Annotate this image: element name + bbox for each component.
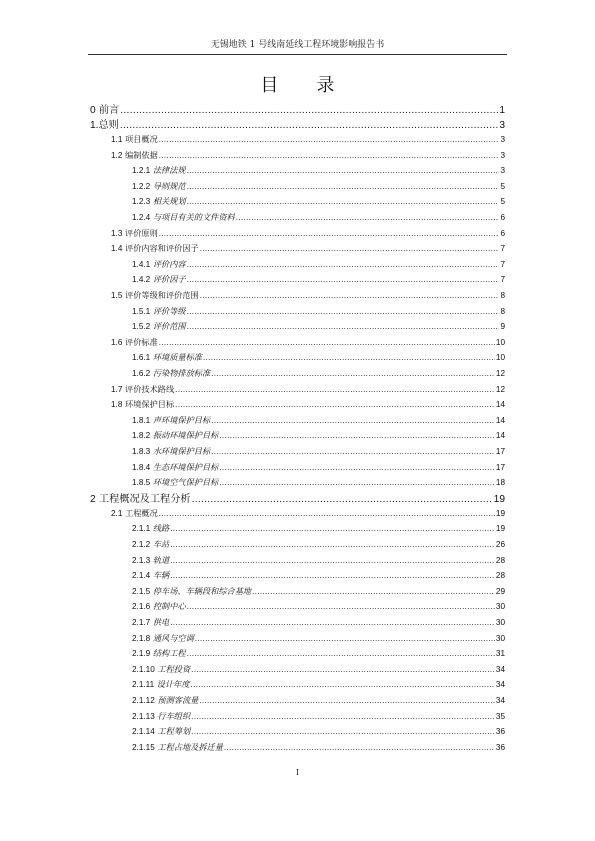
toc-entry[interactable]	[132, 742, 505, 753]
dot-leader	[170, 539, 495, 550]
toc-entry-page: 6	[500, 213, 505, 222]
toc-entry[interactable]	[111, 337, 505, 348]
toc-entry-title: 设计年度	[156, 679, 190, 690]
toc-entry-title: 生态环境保护目标	[152, 461, 219, 472]
toc-entry-page: 18	[495, 478, 505, 488]
toc-entry-number: 2.1.11	[132, 680, 155, 690]
toc-entry-page: 28	[495, 555, 505, 565]
toc-entry-page: 19	[495, 524, 505, 534]
dot-leader	[170, 523, 495, 534]
dot-leader	[159, 134, 500, 145]
toc-entry-number: 1.7	[111, 384, 123, 394]
toc-entry-page: 19	[495, 508, 505, 518]
toc-entry-title: 预测客流量	[157, 695, 199, 705]
toc-entry-label	[111, 134, 158, 145]
toc-entry-title: 环境保护目标	[125, 399, 175, 410]
dot-leader	[159, 228, 500, 239]
toc-entry-number: 2.1.7	[132, 618, 151, 627]
toc-entry[interactable]	[132, 539, 505, 550]
toc-entry[interactable]	[132, 648, 505, 659]
toc-entry[interactable]	[132, 726, 505, 737]
toc-entry-label	[132, 306, 186, 317]
dot-leader	[159, 508, 495, 519]
toc-entry-number: 2.1.14	[132, 727, 155, 737]
toc-entry-label	[111, 150, 158, 161]
toc-entry-label	[132, 274, 186, 285]
toc-entry-page: 10	[495, 337, 505, 347]
dot-leader	[191, 664, 495, 675]
toc-entry[interactable]	[132, 664, 505, 675]
toc-entry-title: 评价等级	[152, 305, 186, 316]
toc-entry-page: 30	[495, 618, 505, 627]
toc-entry-page: 3	[499, 120, 505, 131]
toc-entry[interactable]	[132, 368, 505, 379]
toc-entry[interactable]	[132, 586, 505, 597]
toc-entry[interactable]	[90, 493, 505, 506]
dot-leader	[252, 586, 495, 597]
toc-entry[interactable]	[132, 446, 505, 457]
toc-entry-title: 环境空气保护目标	[152, 477, 219, 488]
toc-entry-number: 1.8	[111, 400, 123, 410]
toc-entry-title: 行车组织	[157, 710, 191, 721]
dot-leader	[195, 633, 495, 644]
toc-entry-title: 相关规划	[152, 196, 186, 207]
toc-entry-label	[132, 555, 169, 566]
toc-entry[interactable]	[132, 633, 505, 644]
dot-leader	[219, 477, 495, 488]
toc-entry-page: 12	[495, 384, 505, 394]
toc-entry-number: 1.8.2	[132, 431, 151, 441]
toc-entry-label	[132, 586, 251, 597]
toc-entry-page: 35	[495, 711, 505, 721]
toc-entry-page: 17	[495, 447, 505, 456]
toc-entry-number: 2.1.2	[132, 540, 151, 549]
toc-entry-title: 评价范围	[152, 321, 186, 332]
toc-entry-label	[132, 462, 218, 473]
toc-entry[interactable]	[132, 695, 505, 706]
toc-entry-page: 34	[495, 664, 505, 674]
toc-entry-title: 结构工程	[152, 648, 186, 659]
toc-entry-page: 7	[500, 259, 505, 269]
toc-entry-label	[132, 368, 210, 379]
dot-leader	[191, 711, 495, 722]
toc-entry[interactable]	[111, 134, 505, 145]
toc-entry[interactable]	[132, 711, 505, 722]
dot-leader	[200, 243, 500, 254]
dot-leader	[211, 415, 495, 426]
toc-entry-page: 26	[495, 540, 505, 549]
toc-entry-label	[132, 523, 169, 534]
dot-leader	[211, 368, 495, 379]
dot-leader	[187, 321, 500, 332]
toc-entry-title: 评价内容	[152, 258, 186, 269]
toc-entry-page: 3	[500, 135, 505, 144]
toc-entry-title: 污染物排放标准	[152, 368, 211, 378]
toc-entry-number: 2.1.15	[132, 742, 155, 752]
toc-entry-page: 5	[500, 181, 505, 191]
toc-entry-label	[132, 352, 202, 363]
toc-entry-page: 30	[495, 633, 505, 643]
page-number: I	[295, 768, 300, 777]
dot-leader	[187, 601, 495, 612]
toc-entry-title: 工程概况	[125, 507, 158, 518]
toc-entry-label	[111, 399, 174, 410]
dot-leader	[191, 726, 495, 737]
toc-entry-number: 1.8.4	[132, 462, 151, 472]
toc-entry[interactable]	[111, 243, 505, 254]
toc-entry-label	[90, 104, 119, 117]
toc-entry[interactable]	[111, 228, 505, 239]
toc-entry-page: 17	[495, 462, 505, 472]
toc-entry-page: 34	[495, 680, 505, 690]
toc-entry-title: 评价内容和评价因子	[125, 243, 199, 254]
toc-entry[interactable]	[111, 150, 505, 161]
toc-entry-label	[111, 243, 199, 254]
toc-entry-title: 水环境保护目标	[152, 446, 211, 456]
toc-entry-label	[132, 181, 186, 192]
dot-leader	[219, 430, 495, 441]
toc-entry-page: 36	[495, 727, 505, 737]
dot-leader	[187, 274, 500, 285]
dot-leader	[224, 742, 495, 753]
toc-entry-page: 19	[493, 493, 505, 505]
toc-entry-title: 通风与空调	[152, 632, 194, 643]
toc-entry-title: 声环境保护目标	[152, 414, 211, 425]
toc-entry-label	[132, 679, 190, 690]
dot-leader	[211, 446, 495, 457]
toc-entry[interactable]	[132, 165, 505, 176]
toc-entry-title: 工程占地及拆迁量	[157, 741, 223, 752]
toc-entry-number: 2	[90, 493, 96, 505]
toc-entry[interactable]	[132, 617, 505, 628]
toc-entry-page: 34	[495, 696, 505, 705]
toc-entry-page: 14	[495, 415, 505, 425]
toc-entry-label	[132, 321, 186, 332]
toc-entry-number: 1.2.2	[132, 181, 151, 191]
toc-entry[interactable]	[90, 104, 505, 117]
toc-entry[interactable]	[132, 462, 505, 473]
toc-entry[interactable]	[132, 430, 505, 441]
dot-leader	[170, 617, 495, 628]
toc-entry-title: 总则	[98, 120, 119, 131]
toc-entry-number: 1.6.2	[132, 369, 151, 378]
dot-leader	[191, 679, 495, 690]
dot-leader	[170, 570, 495, 581]
toc-entry-page: 7	[500, 244, 505, 254]
toc-entry-title: 法律法规	[152, 165, 186, 176]
dot-leader	[236, 212, 500, 223]
toc-entry-title: 导则规范	[152, 180, 186, 191]
dot-leader	[175, 399, 495, 410]
toc-entry-page: 28	[495, 571, 505, 581]
toc-entry-title: 编制依据	[125, 149, 158, 160]
dot-leader	[187, 306, 500, 317]
toc-entry-title: 前言	[98, 105, 120, 116]
toc-entry-page: 3	[500, 166, 505, 176]
toc-entry-number: 1.5.2	[132, 322, 151, 332]
toc-entry[interactable]	[132, 259, 505, 270]
toc-entry-number: 1.6.1	[132, 353, 151, 363]
toc-entry-label	[132, 415, 210, 426]
toc-entry-label	[132, 633, 194, 644]
toc-entry[interactable]	[132, 555, 505, 566]
toc-entry-label	[132, 664, 190, 675]
dot-leader	[187, 196, 500, 207]
toc-entry-label	[132, 711, 190, 722]
toc-entry-number: 1.4.2	[132, 275, 151, 285]
toc-entry-page: 10	[495, 353, 505, 363]
toc-entry-page: 14	[495, 400, 505, 410]
toc-entry-label	[132, 259, 186, 270]
toc-entry-number: 2.1.6	[132, 602, 151, 612]
toc-entry-title: 供电	[152, 617, 170, 627]
toc-entry-page: 8	[500, 291, 505, 300]
toc-entry-page: 29	[495, 586, 505, 596]
toc-entry[interactable]	[132, 570, 505, 581]
toc-entry-number: 2.1.3	[132, 555, 151, 565]
toc-entry[interactable]	[90, 119, 505, 132]
toc-entry-title: 环境质量标准	[152, 352, 202, 363]
dot-leader	[159, 337, 495, 348]
toc-entry[interactable]	[132, 212, 505, 223]
dot-leader	[187, 648, 495, 659]
toc-entry[interactable]	[111, 399, 505, 410]
toc-entry-label	[132, 742, 223, 753]
toc-entry-number: 2.1.4	[132, 571, 151, 581]
toc-entry-title: 项目概况	[125, 134, 158, 144]
toc-entry-label	[132, 601, 186, 612]
toc-entry-page: 7	[500, 275, 505, 285]
toc-entry-label	[132, 446, 210, 457]
toc-entry-label	[132, 430, 218, 441]
toc-entry-number: 1.5	[111, 291, 123, 300]
dot-leader	[159, 150, 500, 161]
toc-entry-title: 轨道	[152, 554, 170, 565]
toc-entry-number: 1.8.1	[132, 415, 151, 425]
toc-entry-number: 1.4.1	[132, 259, 151, 269]
toc-entry-number: 1.2.3	[132, 197, 151, 207]
toc-entry-number: 1.8.5	[132, 478, 151, 488]
dot-leader	[219, 462, 495, 473]
toc-entry-page: 30	[495, 602, 505, 612]
toc-entry-title: 工程筹划	[157, 726, 191, 737]
toc-entry-number: 2.1.12	[132, 696, 155, 705]
toc-entry-title: 评价等级和评价范围	[125, 290, 199, 300]
toc-entry-page: 6	[500, 228, 505, 238]
toc-title: 目 录	[260, 75, 351, 96]
toc-entry-title: 与项目有关的文件资料	[152, 212, 235, 222]
toc-entry-number: 2.1.10	[132, 664, 155, 674]
toc-entry-label	[90, 119, 119, 132]
toc-entry-page: 8	[500, 306, 505, 316]
toc-entry-label	[132, 477, 218, 488]
toc-entry-label	[132, 165, 186, 176]
toc-entry-title: 车辆	[152, 570, 170, 581]
toc-entry-label	[132, 539, 169, 550]
toc-entry-number: 2.1.1	[132, 524, 151, 534]
dot-leader	[187, 165, 500, 176]
toc-entry[interactable]	[132, 306, 505, 317]
dot-leader	[120, 104, 498, 117]
dot-leader	[200, 290, 500, 301]
running-header: 无锡地铁 1 号线南延线工程环境影响报告书	[88, 37, 507, 55]
toc-entry[interactable]	[132, 523, 505, 534]
toc-entry-title: 工程概况及工程分析	[98, 493, 191, 505]
toc-entry[interactable]	[132, 321, 505, 332]
toc-entry[interactable]	[111, 508, 505, 519]
toc-entry-title: 评价标准	[125, 336, 158, 347]
toc-entry[interactable]	[132, 274, 505, 285]
toc-entry-page: 14	[495, 431, 505, 441]
toc-entry-number: 2.1.5	[132, 586, 151, 596]
toc-entry[interactable]	[132, 196, 505, 207]
toc-entry[interactable]	[132, 352, 505, 363]
toc-entry-label	[132, 726, 190, 737]
toc-entry-label	[111, 337, 158, 348]
toc-entry-page: 36	[495, 742, 505, 752]
toc-entry-number: 2.1.13	[132, 711, 155, 721]
toc-entry-title: 评价因子	[152, 274, 186, 285]
dot-leader	[120, 119, 498, 132]
toc-entry-label	[132, 617, 169, 628]
toc-entry[interactable]	[111, 290, 505, 301]
dot-leader	[170, 555, 495, 566]
toc-entry-label	[111, 228, 158, 239]
toc-entry-label	[111, 290, 199, 301]
toc-entry-label	[90, 493, 191, 506]
toc-entry[interactable]	[132, 477, 505, 488]
toc-entry-label	[111, 384, 174, 395]
toc-entry-label	[132, 196, 186, 207]
dot-leader	[199, 695, 495, 706]
toc-entry-number: 1.3	[111, 228, 123, 238]
toc-entry-title: 控制中心	[152, 601, 186, 612]
dot-leader	[203, 352, 495, 363]
toc-entry-page: 3	[500, 150, 505, 160]
toc-entry-title: 评价原则	[125, 227, 158, 238]
toc-entry-page: 1	[499, 105, 505, 116]
toc-entry-label	[111, 508, 158, 519]
toc-entry-label	[132, 648, 186, 659]
toc-entry-title: 工程投资	[157, 663, 191, 674]
toc-entry-number: 1.2	[111, 150, 123, 160]
dot-leader	[187, 259, 500, 270]
toc-entry-number: 1.5.1	[132, 306, 151, 316]
toc-entry-title: 停车场、车辆段和综合基地	[152, 585, 252, 596]
toc-entry-label	[132, 212, 235, 223]
toc-entry-title: 车站	[152, 539, 170, 549]
toc-entry-number: 1.2.4	[132, 213, 151, 222]
toc-entry-number: 1.4	[111, 244, 123, 254]
toc-entry-title: 评价技术路线	[125, 383, 175, 394]
toc-entry-number: 2.1.9	[132, 649, 151, 659]
toc-entry-number: 0	[90, 105, 96, 116]
toc-entry-label	[132, 570, 169, 581]
toc-entry-title: 振动环境保护目标	[152, 430, 219, 441]
toc-entry-page: 5	[500, 197, 505, 207]
toc-entry[interactable]	[132, 601, 505, 612]
toc-entry[interactable]	[132, 679, 505, 690]
toc-entry-number: 1.6	[111, 337, 123, 347]
dot-leader	[187, 181, 500, 192]
toc-entry-number: 1.1	[111, 135, 123, 144]
toc-entry-title: 线路	[152, 523, 170, 534]
toc-entry-page: 12	[495, 369, 505, 378]
dot-leader	[192, 493, 493, 506]
toc-entry-number: 1.8.3	[132, 447, 151, 456]
toc-entry[interactable]	[132, 415, 505, 426]
toc-entry-number: 1.	[90, 120, 99, 131]
toc-entry-number: 1.2.1	[132, 166, 151, 176]
toc-entry-page: 9	[500, 322, 505, 332]
toc-entry-number: 2.1	[111, 508, 123, 518]
toc-entry-page: 31	[495, 649, 505, 659]
toc-entry[interactable]	[111, 384, 505, 395]
dot-leader	[175, 384, 495, 395]
toc-entry[interactable]	[132, 181, 505, 192]
toc-entry-label	[132, 695, 198, 706]
toc-entry-number: 2.1.8	[132, 633, 151, 643]
